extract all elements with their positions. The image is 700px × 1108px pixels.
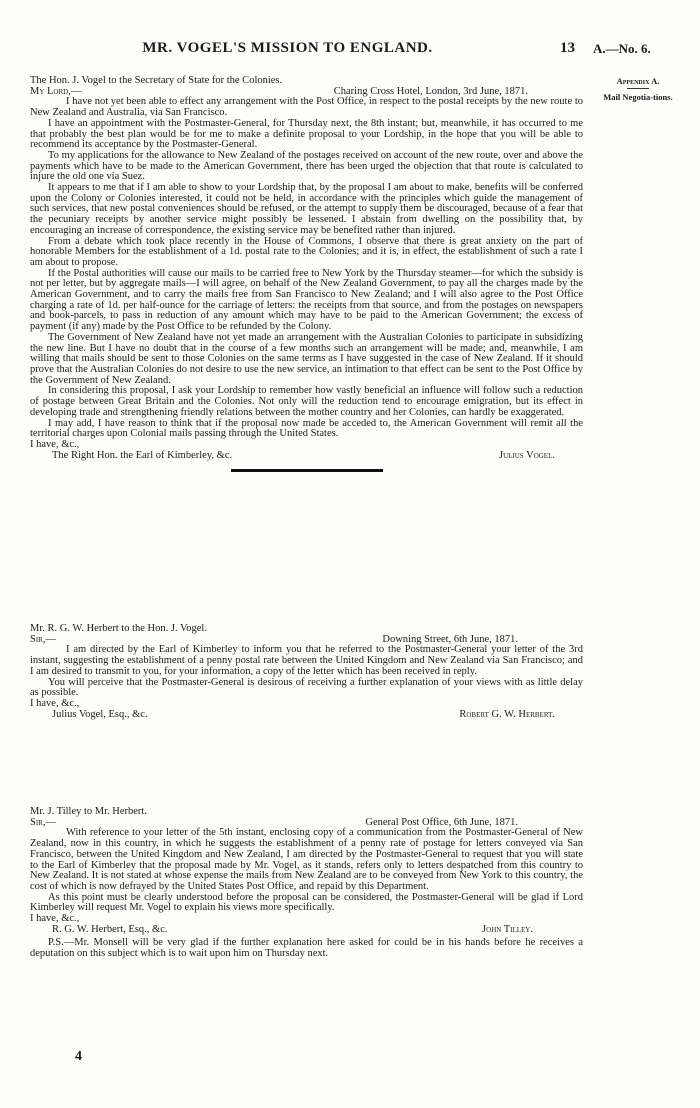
- letter3-paragraph: With reference to your letter of the 5th instant, enclosing copy of a communication from the Postmaster-General of New Zealand, now in this country, in which he suggests the establishment of a penny rate of postage for letters conveyed via San Francisco, between the United Kingdom and New Zealand, I am directed by the Postmaster-General to request that you will state to the Earl of Kimberley that the proposal made by Mr. Vogel, as it stands, refers only to letters despatched from this country to New Zealand. It is not stated at whose expense the mails from New Zealand are to be conveyed from New York to this country, the cost of which is now defrayed by the United States Post Office, and repaid by this Department.: [30, 827, 583, 892]
- letter2-paragraph: I am directed by the Earl of Kimberley to inform you that he referred to the Postmaster-General your letter of the 3rd instant, suggesting the establishment of a penny postal rate between the United Kingdom and New Zealand via San Francisco; and I am desired to transmit to you, for your information, a copy of the letter which has been received in reply.: [30, 644, 583, 677]
- letter1-paragraph: If the Postal authorities will cause our mails to be carried free to New York by the Thursday steamer—for which the subsidy is not per letter, but by aggregate mails—I will agree, on behalf of the New Zealand Government, to pay all the charges made by the American Government, and to carry the mails free from San Francisco to New Zealand; and I will also agree to the Post Office charging a rate of 1d. per half-ounce for the carriage of letters: the receipts from that source, and from the postages on newspapers and book-parcels, to pass in reduction of any amount which may have to be paid to the American Government; the excess of payment (if any) made by the Post Office to be refunded by the Colony.: [30, 267, 583, 333]
- letter-herbert-to-vogel: [30, 624, 583, 720]
- letter1-address: Charing Cross Hotel, London, 3rd June, 1871.: [333, 85, 528, 97]
- letter1-signature: Julius Vogel.: [498, 449, 555, 461]
- letter2-addressee: Julius Vogel, Esq., &c.: [52, 708, 148, 720]
- margin-rule: [627, 88, 649, 89]
- margin-appendix: Appendix A.: [616, 76, 660, 86]
- letter1-paragraph: I have an appointment with the Postmaster-General, for Thursday next, the 8th instant; but, meanwhile, it has occurred to me that probably the best plan would be for me to make a definite proposal to your Lordship, in the hope that you will be able to recommend its acceptance by the Postmaster-General.: [30, 117, 583, 151]
- letter3-paragraph: As this point must be clearly understood before the proposal can be considered, the Postmaster-General will be glad if Lord Kimberley will request Mr. Vogel to explain his views more specifically.: [30, 891, 583, 914]
- letter1-salutation: My Lord,—: [30, 85, 82, 97]
- letter1-addressee: The Right Hon. the Earl of Kimberley, &c.: [52, 449, 233, 461]
- paper-reference: A.—No. 6.: [593, 41, 651, 56]
- letter3-salutation: Sir,—: [30, 816, 56, 828]
- signature-mark: 4: [75, 1049, 82, 1064]
- letter1-heading: The Hon. J. Vogel to the Secretary of State for the Colonies.: [30, 75, 283, 86]
- letter-tilley-to-herbert: [30, 807, 583, 960]
- letter3-heading: Mr. J. Tilley to Mr. Herbert.: [30, 806, 147, 817]
- letter1-closing: I have, &c.,: [30, 438, 80, 450]
- letter-vogel-to-secretary: [30, 76, 583, 484]
- page-number: 13: [560, 40, 575, 56]
- letter2-closing: I have, &c.,: [30, 697, 80, 709]
- letter3-address: General Post Office, 6th June, 1871.: [365, 816, 518, 828]
- margin-note: [588, 76, 688, 102]
- letter2-address: Downing Street, 6th June, 1871.: [382, 633, 518, 645]
- letter2-salutation: Sir,—: [30, 633, 56, 645]
- letter3-closing: I have, &c.,: [30, 913, 80, 925]
- letter2-paragraph: You will perceive that the Postmaster-General is desirous of receiving a further explanation of your views with as little delay as possible.: [30, 676, 583, 699]
- letter1-paragraph: In considering this proposal, I ask your Lordship to remember how vastly beneficial an influence will follow such a reduction of postage between Great Britain and the Colonies. Not only will the reduction tend to encourage emigration, but its effect in developing trade and strengthening friendly relations between the mother country and her Colonies, can hardly be exaggerated.: [30, 385, 583, 418]
- section-divider: [231, 469, 383, 472]
- margin-label: Mail Negotia-tions.: [603, 92, 673, 102]
- letter1-paragraph: It appears to me that if I am able to show to your Lordship that, by the proposal I am about to make, benefits will be conferred upon the Colony or Colonies interested, it could not be held, in accordance with the principles which guide the management of such services, that new postal conveniences should be refused, or the attempt to supply them be discouraged, because of a fear that the pecuniary receipts by another service might possibly be lessened. I abstain from dwelling on the possibility that, by encouraging an increase of correspondence, the existing service may be benefited rather than injured.: [30, 182, 583, 236]
- letter2-signature: Robert G. W. Herbert.: [459, 708, 555, 720]
- letter1-paragraph: I may add, I have reason to think that if the proposal now made be acceded to, the American Government will remit all the territorial charges upon Colonial mails passing through the United States.: [30, 417, 583, 440]
- letter1-paragraph: I have not yet been able to effect any arrangement with the Post Office, in respect to the postal receipts by the new route to New Zealand and Australia, via San Francisco.: [30, 96, 583, 119]
- letter2-heading: Mr. R. G. W. Herbert to the Hon. J. Vogel.: [30, 623, 207, 634]
- letter3-signature: John Tilley.: [482, 923, 533, 935]
- page-title: MR. VOGEL'S MISSION TO ENGLAND.: [142, 40, 433, 56]
- letter1-paragraph: From a debate which took place recently in the House of Commons, I observe that there is great anxiety on the part of honorable Members for the establishment of a 1d. postal rate to the Colonies; and it is, in effect, the establishment of such a rate I am about to propose.: [30, 235, 583, 268]
- letter1-paragraph: To my applications for the allowance to New Zealand of the postages received on account of the new route, over and above the payments which have to be made to the American Government, there has been urged the objection that that route is calculated to injure the old one via Suez.: [30, 149, 583, 183]
- letter3-addressee: R. G. W. Herbert, Esq., &c.: [52, 923, 168, 935]
- letter1-paragraph: The Government of New Zealand have not yet made an arrangement with the Australian Colonies to participate in subsidizing the new line. But I have no doubt that in the course of a few months such an arrangement will be made; and, meanwhile, I am willing that mails should be sent to those Colonies on the same terms as I have suggested in the case of New Zealand. If it should prove that the Australian Colonies do not desire to use the new service, an intimation to that effect can be sent to the Post Office by the Government of New Zealand.: [30, 331, 583, 386]
- letter3-postscript: P.S.—Mr. Monsell will be very glad if the further explanation here asked for could be in his hands before he receives a deputation on this subject which is to wait upon him on Thursday next.: [30, 937, 583, 960]
